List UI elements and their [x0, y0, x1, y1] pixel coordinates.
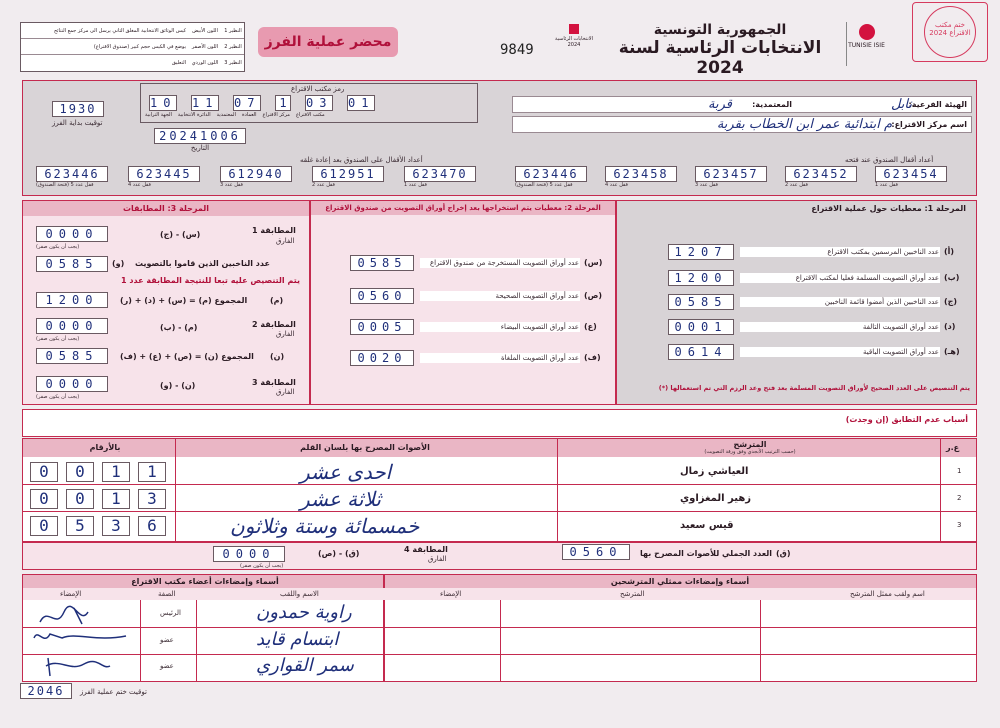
match3-value: 0000	[36, 376, 108, 392]
total-n-value: 0585	[36, 348, 108, 364]
code-cell: 01	[348, 96, 375, 110]
stage3-section: المرحلة 3: المطابقات	[22, 200, 310, 405]
stage1-row: 1200	[668, 270, 734, 286]
start-time: 1930 توقيت بداية الفرز	[52, 102, 103, 127]
voters-voted-value: 0585	[36, 256, 108, 272]
candidate-digits: 0 0 1 1	[30, 462, 166, 482]
signature-1	[40, 606, 88, 624]
end-time: 2046	[20, 683, 72, 699]
stage2-row: 0585	[350, 255, 414, 271]
stage1-row: 0585	[668, 294, 734, 310]
lock-before: 623452 قفل عدد 2	[785, 166, 857, 188]
code-cell: 1	[275, 95, 291, 111]
lock-before: 623446 قفل عدد 5 (فتحة الصندوق)	[515, 166, 587, 188]
lock-before: 623458 قفل عدد 4	[605, 166, 677, 188]
stage1-row: 0001	[668, 319, 734, 335]
locks-before	[515, 166, 947, 188]
lock-after: 623470 قفل عدد 1	[404, 166, 476, 188]
total-m-value: 1200	[36, 292, 108, 308]
office-code-cells	[149, 95, 375, 111]
candidate-digits: 0 0 1 3	[30, 489, 166, 509]
stage1-row: 0614	[668, 344, 734, 360]
member-name: راوية حمدون	[256, 602, 352, 623]
body-field: الهيئة الفرعية: نابل المعتمدية: قربة	[512, 96, 972, 113]
lock-before: 623457 قفل عدد 3	[695, 166, 767, 188]
stage2-section: المرحلة 2: معطيات يتم استخراجها بعد إخراج أوراق التصويت من صندوق الاقتراع	[310, 200, 616, 405]
office-stamp: ختم مكتب الاقتراع 2024	[912, 2, 988, 62]
republic-title: الجمهورية التونسية	[653, 22, 787, 38]
match2-value: 0000	[36, 318, 108, 334]
stage2-row: 0005	[350, 319, 414, 335]
locks-after	[36, 166, 476, 188]
totals-row	[22, 542, 977, 570]
lock-after: 612940 قفل عدد 3	[220, 166, 292, 188]
date: 20241006 التاريخ	[154, 128, 246, 152]
match1-value: 0000	[36, 226, 108, 242]
signature-3	[46, 658, 110, 676]
lock-after: 612951 قفل عدد 2	[312, 166, 384, 188]
copies-legend: النظير 1 اللون الأبيض كيس الوثائق الانتخابية المغلق الثاني يرسل الى مركز جمع النتائج النظير 2 اللون الأصفر يوضع في الكيس حجم كبير (صندوق الاقتراع) النظير 3 اللون الوردي التعليق	[20, 22, 245, 72]
serial-number: 9849	[500, 42, 534, 58]
lock-after: 623445 قفل عدد 4	[128, 166, 200, 188]
member-name: سمر القواري	[256, 655, 354, 676]
stage1-section: المرحلة 1: معطيات حول عملية الاقتراع	[616, 200, 977, 405]
lock-before: 623454 قفل عدد 1	[875, 166, 947, 188]
code-cell: 03	[306, 96, 333, 110]
code-cell: 07	[234, 96, 261, 110]
code-cell: 10	[150, 96, 177, 110]
isie-flag-icon	[859, 24, 875, 40]
stage2-row: 0020	[350, 350, 414, 366]
header-titles	[600, 22, 840, 78]
signature-2	[34, 634, 126, 638]
candidate-digits: 0 5 3 6	[30, 516, 166, 536]
flag-icon	[569, 24, 579, 34]
stage1-row: 1207	[668, 244, 734, 260]
total-votes-value: 0560	[562, 544, 630, 560]
member-name: ابتسام قايد	[256, 629, 339, 650]
stage2-row: 0560	[350, 288, 414, 304]
lock-after: 623446 قفل عدد 5 (فتحة الصندوق)	[36, 166, 108, 188]
match4-value: 0000	[213, 546, 285, 562]
code-cell: 11	[192, 96, 219, 110]
isie-logo: TUNISIE ISIE	[846, 22, 886, 66]
office-code-block: رمز مكتب الاقتراع 10 11 07 1 03 01 الجهة الترابية الدائرة الانتخابية المعتمدية العمادة مركز الاقتراع مكتب الاقتراع	[140, 83, 478, 123]
member-signatures	[26, 600, 136, 680]
center-field: اسم مركز الاقتراع: م ابتدائية عمر ابن الخطاب بقربة	[512, 116, 972, 133]
election-title: الانتخابات الرئاسية لسنة 2024	[618, 38, 822, 78]
reasons-field: أسباب عدم التطابق (إن وجدت)	[22, 409, 977, 437]
election-logo: الانتخابات الرئاسية 2024	[552, 24, 596, 68]
form-title: محضر عملية الفرز	[258, 27, 398, 57]
